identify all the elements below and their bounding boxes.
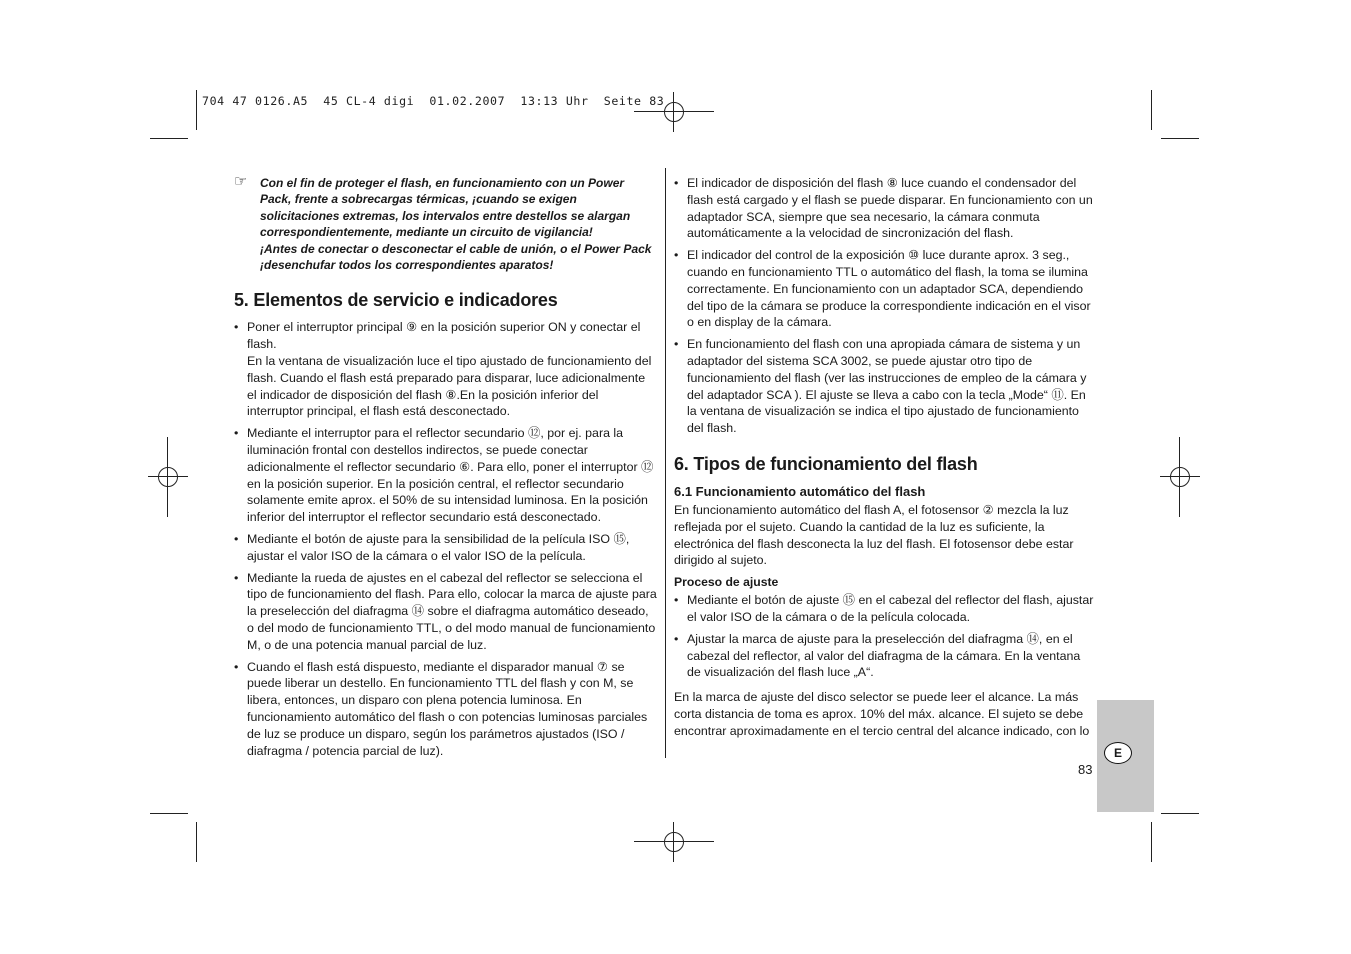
print-header: 704 47 0126.A5 45 CL-4 digi 01.02.2007 13:13 Uhr Seite 83 <box>202 94 665 108</box>
registration-mark-right <box>1160 457 1200 497</box>
crop-mark <box>150 813 188 814</box>
crop-mark <box>196 822 197 862</box>
list-item: • Mediante el interruptor para el reflector secundario ⑫, por ej. para la iluminación frontal con destellos indirectos, se puede conectar adicionalmente el reflector secundario ⑥. Para ello, poner el interruptor ⑫ en la posición superior. En la posición central, el reflector secundario solamente emite aprox. el 50% de su intensidad luminosa. En la posición inferior del interruptor el reflector secundario está desconectado. <box>234 425 658 526</box>
list-item: • Ajustar la marca de ajuste para la preselección del diafragma ⑭, en el cabezal del reflector, al valor del diafragma de la cámara. En la ventana de visualización del flash luce „A“. <box>674 631 1096 681</box>
list-item: • El indicador del control de la exposición ⑩ luce durante aprox. 3 seg., cuando en funcionamiento TTL o automático del flash, la toma se ilumina correctamente. En funcionamiento con un adaptador SCA, dependiendo del tipo de la cámara se produce la correspondiente indicación en el visor o en display de la cámara. <box>674 247 1096 331</box>
column-divider <box>665 168 666 758</box>
pointing-hand-icon: ☞ <box>234 173 248 190</box>
registration-mark-left <box>148 457 188 497</box>
list-item-continuation: En la ventana de visualización luce el tipo ajustado de funcionamiento del flash. Cuando el flash está preparado para disparar, luce adicionalmente el indicador de disposición del flash ⑧.En la posición inferior del interruptor principal, el flash está desconectado. <box>247 354 652 419</box>
crop-mark <box>1161 138 1199 139</box>
section-6-1-title: 6.1 Funcionamiento automático del flash <box>674 483 926 499</box>
note-text-2: ¡Antes de conectar o desconectar el cable de unión, o el Power Pack ¡desenchufar todos los correspondientes aparatos! <box>260 241 652 273</box>
list-item: • Mediante la rueda de ajustes en el cabezal del reflector se selecciona el tipo de funcionamiento del flash. Para ello, colocar la marca de ajuste para la preselección del diafragma ⑭ sobre el diafragma automático deseado, o del modo de funcionamiento TTL, o del modo manual de funcionamiento M, o de una potencia manual parcial de luz. <box>234 570 658 654</box>
note-text-1: Con el fin de proteger el flash, en funcionamiento con un Power Pack, frente a sobrecargas térmicas, ¡cuando se exigen solicitaciones extremas, los intervalos entre destellos se alargan correspondientemente, mediante un circuito de vigilancia! <box>260 176 631 240</box>
list-item: • Mediante el botón de ajuste para la sensibilidad de la película ISO ⑮, ajustar el valor ISO de la cámara o el valor ISO de la película. <box>234 531 658 565</box>
section-6-1-outro: En la marca de ajuste del disco selector se puede leer el alcance. La más corta distancia de toma es aprox. 10% del máx. alcance. El sujeto se debe encontrar aproximadamente en el tercio central del alcance indicado, con lo <box>674 690 1090 738</box>
registration-mark-bottom <box>654 822 694 862</box>
language-badge: E <box>1104 742 1132 764</box>
crop-mark <box>1151 822 1152 862</box>
left-column <box>234 175 658 764</box>
section-5-title: 5. Elementos de servicio e indicadores <box>234 290 558 311</box>
crop-mark <box>150 138 188 139</box>
procedure-title: Proceso de ajuste <box>674 575 779 590</box>
list-item: • Mediante el botón de ajuste ⑮ en el cabezal del reflector del flash, ajustar el valor ISO de la cámara o de la película colocada. <box>674 592 1096 626</box>
page-number: 83 <box>1078 762 1093 777</box>
list-item: • Poner el interruptor principal ⑨ en la posición superior ON y conectar el flash. En la ventana de visualización luce el tipo ajustado de funcionamiento del flash. Cuando el flash está preparado para disparar, luce adicionalmente el indicador de disposición del flash ⑧.En la posición inferior del interruptor principal, el flash está desconectado. <box>234 319 658 420</box>
crop-mark <box>196 90 197 130</box>
section-6-1-intro: En funcionamiento automático del flash A, el fotosensor ② mezcla la luz reflejada por el sujeto. Cuando la cantidad de la luz es suficiente, la electrónica del flash desconecta la luz del flash. El fotosensor debe estar dirigido al sujeto. <box>674 502 1074 568</box>
crop-mark <box>1151 90 1152 130</box>
language-tab <box>1097 700 1154 812</box>
right-column <box>674 175 1096 740</box>
section-6-title: 6. Tipos de funcionamiento del flash <box>674 453 978 474</box>
list-item: • Cuando el flash está dispuesto, mediante el disparador manual ⑦ se puede liberar un destello. En funcionamiento TTL del flash y con M, se libera, entonces, un disparo con plena potencia luminosa. En funcionamiento automático del flash o con potencias luminosas parciales de luz se produce un disparo, según los parámetros ajustados (ISO / diafragma / potencia parcial de luz). <box>234 659 658 760</box>
crop-mark <box>1161 813 1199 814</box>
list-item: • El indicador de disposición del flash ⑧ luce cuando el condensador del flash está cargado y el flash se puede disparar. En funcionamiento con un adaptador SCA, siempre que sea necesario, la cámara conmuta automáticamente a la velocidad de sincronización del flash. <box>674 175 1096 242</box>
warning-note <box>234 175 658 273</box>
registration-mark-top <box>654 92 694 132</box>
list-item: • En funcionamiento del flash con una apropiada cámara de sistema y un adaptador del sistema SCA 3002, se puede ajustar otro tipo de funcionamiento del flash (ver las instrucciones de empleo de la cámara y del adaptador SCA ). El ajuste se lleva a cabo con la tecla „Mode“ ⑪. En la ventana de visualización se indica el tipo ajustado de funcionamiento del flash. <box>674 336 1096 437</box>
